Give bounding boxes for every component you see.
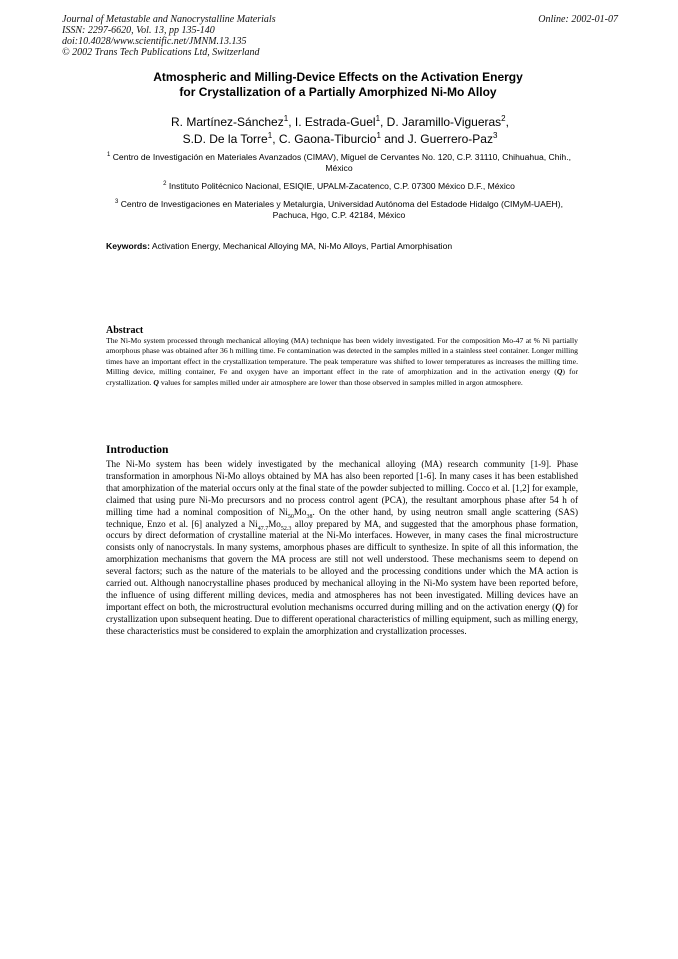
author-affil-mark: 1 <box>375 114 381 123</box>
author-line-1 <box>90 114 590 131</box>
intro-text: Mo <box>293 506 307 517</box>
keywords <box>106 241 586 252</box>
author-separator: , <box>505 115 509 129</box>
author-affil-mark: 1 <box>376 131 381 140</box>
issn-line: ISSN: 2297-6620, Vol. 13, pp 135-140 <box>62 25 215 36</box>
intro-text: ) for crystallization upon subsequent heating. Due to different operational characteristics of milling equipment, such as milling energy, these characteristics must be considered to explain the amorphization and crystallization processes. <box>106 601 578 636</box>
subscript: 47.7 <box>257 525 269 532</box>
affiliation-text: Centro de Investigaciones en Materiales y Metalurgia, Universidad Autónoma del Estadode Hidalgo (CIMyM-UAEH), Pachuca, Hgo, C.P. 42184, México <box>120 199 564 220</box>
copyright-line: © 2002 Trans Tech Publications Ltd, Switzerland <box>62 47 260 58</box>
affiliation-text: Centro de Investigación en Materiales Avanzados (CIMAV), Miguel de Cervantes No. 120, C.P. 31110, Chihuahua, Chih., México <box>112 152 571 173</box>
introduction-body <box>106 459 578 638</box>
online-date: Online: 2002-01-07 <box>538 14 618 25</box>
affiliation-text: Instituto Politécnico Nacional, ESIQIE, UPALM-Zacatenco, C.P. 07300 México D.F., México <box>168 181 515 191</box>
author-affil-mark: 1 <box>283 114 289 123</box>
abstract-body <box>106 336 578 388</box>
intro-text: Mo <box>268 518 281 529</box>
author-name: , C. Gaona-Tiburcio <box>272 132 377 146</box>
symbol-q: Q <box>556 367 563 377</box>
subscript: 52.3 <box>280 525 292 532</box>
author-name: , D. Jaramillo-Vigueras <box>380 115 502 129</box>
intro-text: The Ni-Mo system has been widely investigated by the mechanical alloying (MA) research community [1-9]. Phase transformation in amorphous Ni-Mo alloys obtained by MA has also been reported [1-6]. In many cases it has been established that amorphization of the material occurs only at the final state of the powder subjected to milling. Cocco et al. [1,2] for example, claimed that using pure Ni-Mo precursors and no process control agent (PCA), the resultant amorphous phase after 54 h of milling time had a nominal composition of Ni <box>106 459 578 517</box>
paper-title <box>70 70 606 100</box>
author-affil-mark: 2 <box>501 114 506 123</box>
journal-header <box>62 14 618 58</box>
affiliation-1 <box>100 152 578 174</box>
abstract-heading: Abstract <box>106 325 144 336</box>
author-name: , I. Estrada-Guel <box>288 115 376 129</box>
introduction-heading: Introduction <box>106 444 169 456</box>
author-name: and J. Guerrero-Paz <box>380 132 493 146</box>
affiliation-number: 2 <box>163 181 167 188</box>
abstract-text: values for samples milled under air atmosphere are lower than those observed in samples milled in argon atmosphere. <box>158 377 523 387</box>
author-list <box>90 114 590 148</box>
affiliations <box>100 152 578 228</box>
journal-name: Journal of Metastable and Nanocrystalline Materials <box>62 14 276 25</box>
abstract-text: The Ni-Mo system processed through mechanical alloying (MA) technique has been widely investigated. For the composition Mo-47 at % Ni partially amorphous phase was obtained after 36 h milling time. Fe contamination was detected in the samples milled in a stainless steel container. Longer milling times have an important effect in the crystallization temperature. The peak temperature was shifted to lower temperatures as increases the milling time. Milling device, milling container, Fe and oxygen have an important effect in the rate of amorphization and in the activation energy ( <box>106 336 578 377</box>
title-line-2: for Crystallization of a Partially Amorphized Ni-Mo Alloy <box>179 85 497 99</box>
author-affil-mark: 3 <box>492 131 498 140</box>
symbol-q: Q <box>555 601 562 612</box>
subscript: 50 <box>287 513 294 520</box>
author-name: R. Martínez-Sánchez <box>171 115 284 129</box>
author-line-2 <box>90 131 590 148</box>
keywords-text: Activation Energy, Mechanical Alloying MA, Ni-Mo Alloys, Partial Amorphisation <box>151 241 453 251</box>
symbol-q: Q <box>153 377 159 387</box>
intro-text: . On the other hand, by using neutron small angle scattering (SAS) technique, Enzo et al. [6] analyzed a Ni <box>106 506 579 529</box>
affiliation-number: 3 <box>114 199 119 206</box>
keywords-label: Keywords: <box>106 241 150 251</box>
author-affil-mark: 1 <box>267 131 273 140</box>
title-line-1: Atmospheric and Milling-Device Effects on the Activation Energy <box>153 70 523 84</box>
affiliation-3 <box>100 199 578 221</box>
doi-line: doi:10.4028/www.scientific.net/JMNM.13.135 <box>62 36 247 47</box>
intro-text: alloy prepared by MA, and suggested that the amorphous phase formation, occurs by direct deformation of crystalline material at the Ni-Mo interfaces. However, in many cases the final microstructure consists only of nanocrystals. In many systems, amorphous phases are difficult to synthesize. In spite of all this information, the amorphization mechanisms that govern the MA process are still not well understood. These mechanisms seem to depend on several factors; such as the nature of the materials to be alloyed and the processing conditions under which the MA action is carried out. Although nanocrystalline phases produced by mechanical alloying in the Ni-Mo system have been reported before, the influence of using different milling devices, media and atmospheres has not been investigated. Milling devices have an important effect on both, the microstructural evolution mechanisms occurred during milling and on the activation energy ( <box>106 518 578 612</box>
affiliation-number: 1 <box>106 152 111 159</box>
author-name: S.D. De la Torre <box>182 132 268 146</box>
affiliation-2 <box>100 181 578 192</box>
subscript: 38 <box>306 513 313 520</box>
abstract-text: ) for crystallization. <box>106 367 578 387</box>
